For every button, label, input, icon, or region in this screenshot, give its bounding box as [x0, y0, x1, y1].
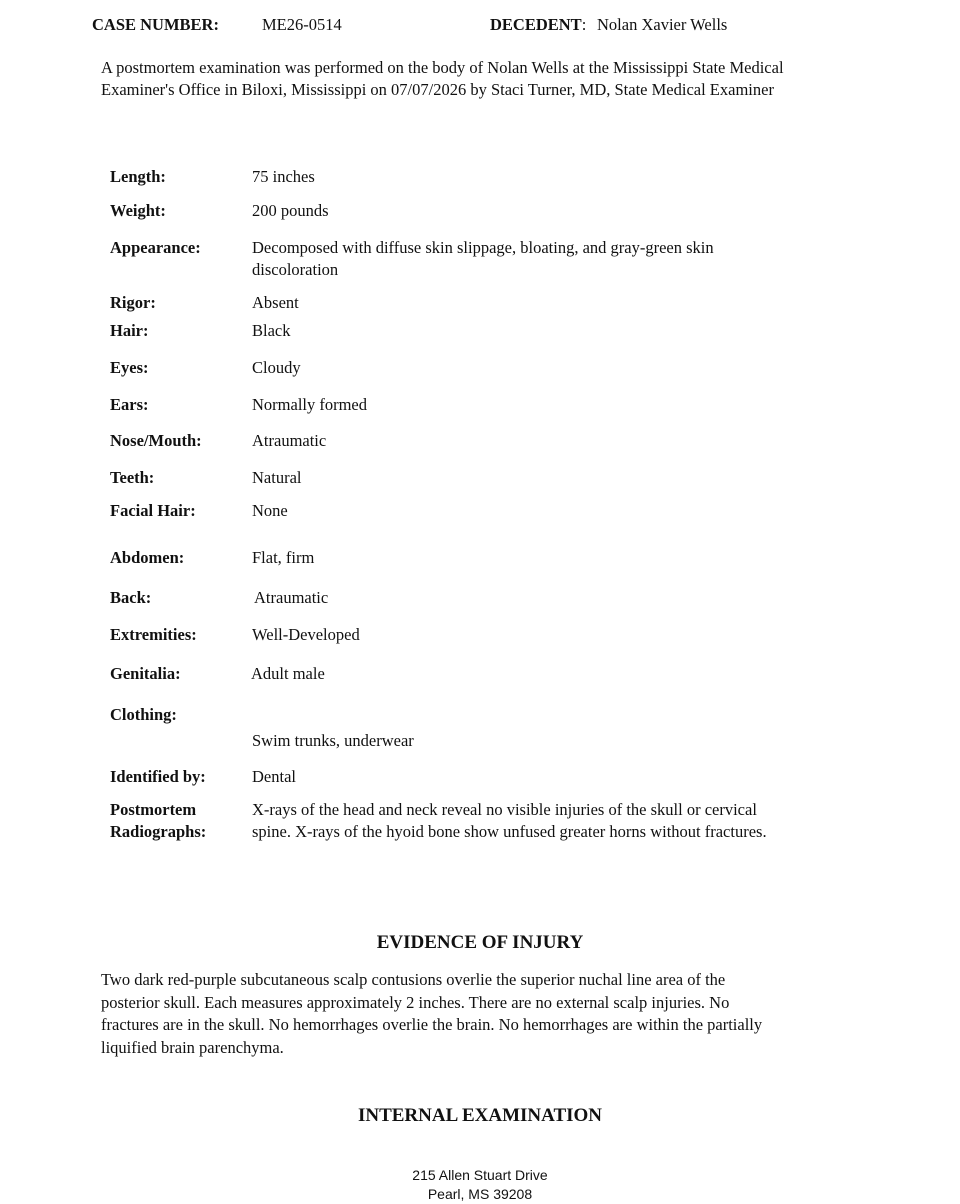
- field-value-line: discoloration: [252, 260, 339, 279]
- field-value: [252, 166, 812, 188]
- field-value: [252, 237, 812, 281]
- evidence-line: liquified brain parenchyma.: [101, 1037, 284, 1057]
- field-value-line: Atraumatic: [254, 588, 329, 607]
- field-value: [252, 799, 812, 843]
- field-label-line: Postmortem: [110, 800, 197, 819]
- evidence-line: fractures are in the skull. No hemorrhages overlie the brain. No hemorrhages are within the partially: [101, 1015, 763, 1034]
- field-label: Extremities:: [110, 625, 197, 644]
- field-label: Nose/Mouth:: [110, 431, 202, 450]
- footer-address-line2: Pearl, MS 39208: [427, 1186, 533, 1202]
- field-value-line: Adult male: [251, 664, 325, 683]
- field-value-line: 200 pounds: [252, 201, 329, 220]
- field-value: [252, 500, 812, 522]
- field-label: Genitalia:: [110, 664, 181, 683]
- footer-address: [0, 1166, 960, 1204]
- field-label: Back:: [110, 588, 152, 607]
- field-value-line: Decomposed with diffuse skin slippage, bloating, and gray-green skin: [252, 238, 714, 257]
- field-value: [252, 624, 812, 646]
- field-label-line: Radiographs:: [110, 822, 207, 841]
- field-label: Hair:: [110, 321, 149, 340]
- field-value-line: Well-Developed: [252, 625, 360, 644]
- field-label: Facial Hair:: [110, 501, 196, 520]
- field-value-line: Atraumatic: [252, 431, 327, 450]
- field-value: [252, 547, 812, 569]
- field-value-line: Natural: [252, 468, 302, 487]
- case-number-label: CASE NUMBER:: [92, 15, 219, 34]
- field-label: Eyes:: [110, 358, 149, 377]
- field-value: [252, 292, 812, 314]
- field-value: [252, 730, 812, 752]
- field-label: Rigor:: [110, 293, 156, 312]
- field-label: Length:: [110, 167, 166, 186]
- decedent-name: Nolan Xavier Wells: [597, 15, 728, 34]
- field-value: [252, 200, 812, 222]
- field-value: [252, 394, 812, 416]
- intro-line: Examiner's Office in Biloxi, Mississippi on 07/07/2026 by Staci Turner, MD, State Medical Examiner: [101, 80, 774, 99]
- field-label: Ears:: [110, 395, 149, 414]
- field-value-line: Flat, firm: [252, 548, 315, 567]
- decedent-label: [490, 15, 586, 35]
- intro-paragraph: [101, 57, 841, 101]
- footer-address-line1: 215 Allen Stuart Drive: [412, 1167, 548, 1183]
- field-value-line: Absent: [252, 293, 299, 312]
- field-value: [252, 467, 812, 489]
- internal-examination-heading: INTERNAL EXAMINATION: [357, 1105, 603, 1126]
- field-value-line: None: [252, 501, 288, 520]
- field-value-line: 75 inches: [252, 167, 315, 186]
- field-value: [252, 357, 812, 379]
- evidence-paragraph: [101, 969, 801, 1059]
- field-value-line: Dental: [252, 767, 296, 786]
- field-value-line: Black: [252, 321, 291, 340]
- field-value: [252, 430, 812, 452]
- field-value-line: Swim trunks, underwear: [252, 731, 414, 750]
- field-label: Clothing:: [110, 705, 177, 724]
- field-label: Appearance:: [110, 238, 201, 257]
- field-value: [252, 320, 812, 342]
- evidence-line: Two dark red-purple subcutaneous scalp contusions overlie the superior nuchal line area of the: [101, 970, 726, 989]
- evidence-of-injury-heading: EVIDENCE OF INJURY: [376, 932, 584, 953]
- field-value-line: Normally formed: [252, 395, 368, 414]
- case-number-value: ME26-0514: [262, 15, 342, 34]
- intro-line: A postmortem examination was performed on the body of Nolan Wells at the Mississippi State Medical: [101, 58, 784, 77]
- field-value-line: spine. X-rays of the hyoid bone show unfused greater horns without fractures.: [252, 822, 767, 841]
- field-label: Identified by:: [110, 767, 206, 786]
- field-label: Teeth:: [110, 468, 155, 487]
- field-value-line: Cloudy: [252, 358, 301, 377]
- field-value: [254, 587, 814, 609]
- field-label: Abdomen:: [110, 548, 185, 567]
- field-label: Weight:: [110, 201, 166, 220]
- field-label: [110, 799, 206, 843]
- decedent-label-text: DECEDENT: [490, 15, 582, 34]
- field-value: [252, 766, 812, 788]
- field-value: [251, 663, 811, 685]
- field-value-line: X-rays of the head and neck reveal no visible injuries of the skull or cervical: [252, 800, 757, 819]
- evidence-line: posterior skull. Each measures approximately 2 inches. There are no external scalp injuries. No: [101, 992, 730, 1012]
- decedent-label-colon: :: [581, 15, 587, 34]
